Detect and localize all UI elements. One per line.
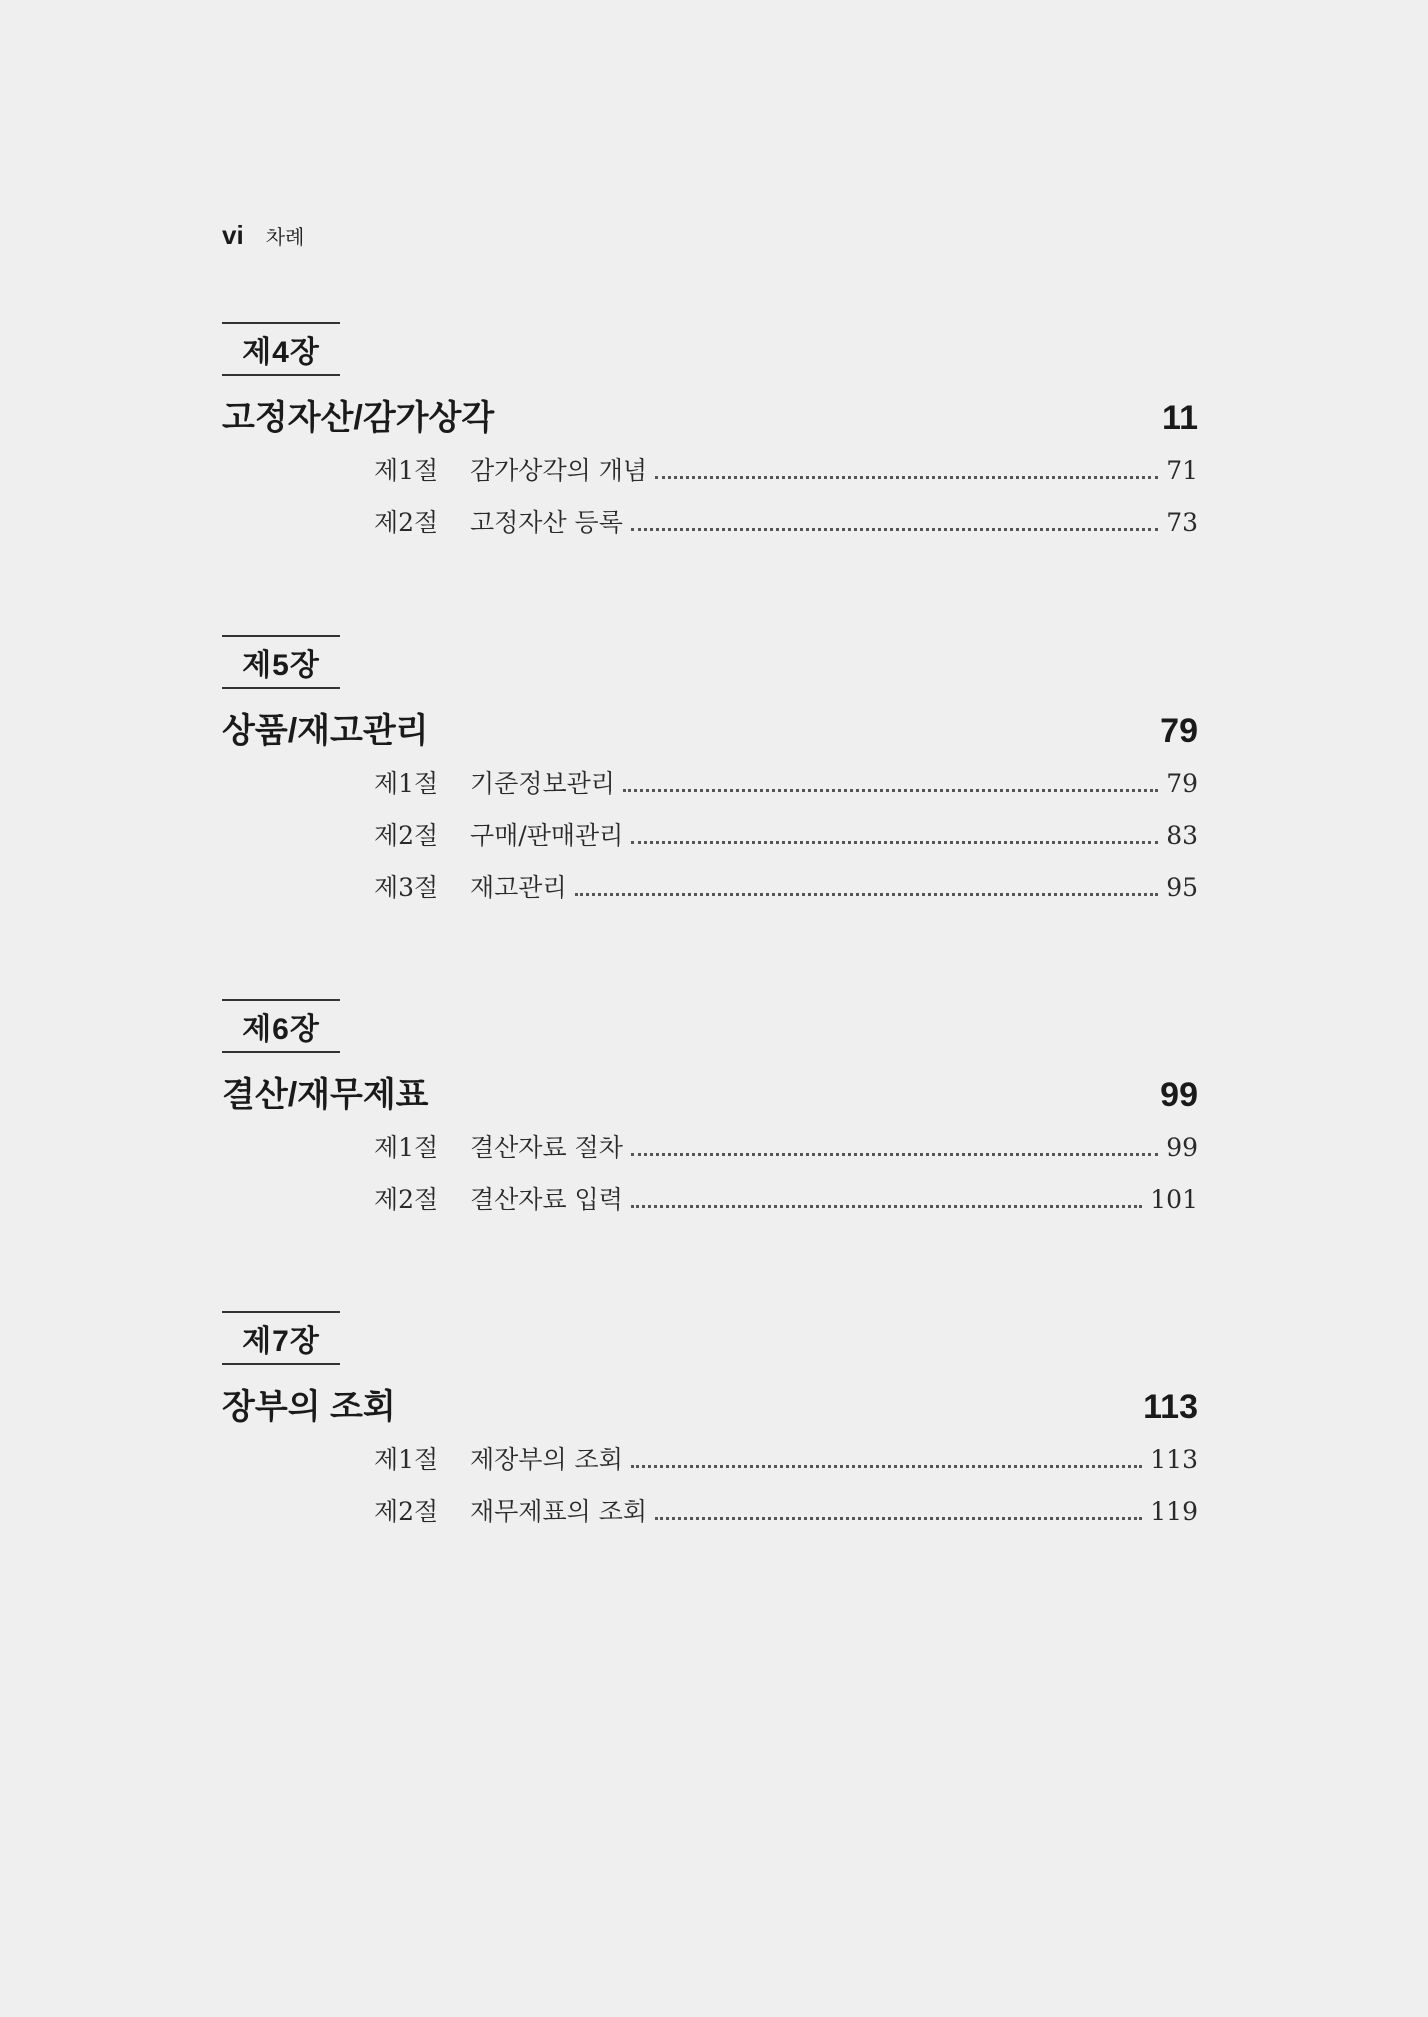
dot-leader [631,1465,1142,1468]
section-list [374,451,1198,555]
chapter-page: 79 [1160,712,1198,750]
dot-leader [655,476,1158,479]
chapter-page: 113 [1143,1388,1198,1426]
section-title: 감가상각의 개념 [470,456,647,485]
chapter-title-row[interactable] [222,1067,1198,1116]
section-title: 구매/판매관리 [470,821,624,850]
toc-entry[interactable] [374,1440,1198,1492]
section-page: 71 [1166,456,1198,485]
toc-entry[interactable] [374,1492,1198,1544]
section-title: 재무제표의 조회 [470,1497,647,1526]
chapter-title-row[interactable] [222,390,1198,439]
dot-leader [631,1205,1142,1208]
toc-entry[interactable] [374,816,1198,868]
section-page: 101 [1150,1185,1198,1214]
section-list [374,1440,1198,1544]
chapter-title-row[interactable] [222,703,1198,752]
section-list [374,764,1198,920]
toc-entry[interactable] [374,764,1198,816]
section-number: 제1절 [374,1445,439,1474]
chapter-tag: 제5장 [222,635,340,689]
section-title: 재고관리 [470,873,567,902]
chapter-tag: 제6장 [222,999,340,1053]
chapter-title: 상품/재고관리 [222,712,429,750]
section-number: 제1절 [374,769,439,798]
section-number: 제1절 [374,456,439,485]
chapter-6 [222,999,1198,1232]
section-page: 99 [1166,1133,1198,1162]
chapter-title: 장부의 조회 [222,1388,396,1426]
chapter-tag: 제7장 [222,1311,340,1365]
chapter-5 [222,635,1198,920]
section-title: 제장부의 조회 [470,1445,623,1474]
chapter-tag: 제4장 [222,322,340,376]
section-number: 제2절 [374,821,439,850]
section-page: 79 [1166,769,1198,798]
section-page: 113 [1150,1445,1198,1474]
chapter-title-row[interactable] [222,1379,1198,1428]
chapter-page: 11 [1162,399,1198,437]
chapter-title: 고정자산/감가상각 [222,399,495,437]
chapter-page: 99 [1160,1076,1198,1114]
section-number: 제1절 [374,1133,439,1162]
section-page: 95 [1166,873,1198,902]
toc-entry[interactable] [374,1180,1198,1232]
toc-entry[interactable] [374,868,1198,920]
dot-leader [631,1153,1158,1156]
toc-entry[interactable] [374,1128,1198,1180]
section-number: 제2절 [374,508,439,537]
running-head-label: 차례 [265,227,305,249]
chapter-title: 결산/재무제표 [222,1076,429,1114]
section-page: 83 [1166,821,1198,850]
section-title: 기준정보관리 [470,769,615,798]
chapter-4 [222,322,1198,555]
dot-leader [575,893,1159,896]
section-page: 119 [1150,1497,1198,1526]
toc-entry[interactable] [374,451,1198,503]
toc-entry[interactable] [374,503,1198,555]
running-head [222,220,304,251]
section-number: 제2절 [374,1497,439,1526]
dot-leader [655,1517,1142,1520]
section-title: 고정자산 등록 [470,508,623,537]
dot-leader [623,789,1158,792]
chapter-7 [222,1311,1198,1544]
section-title: 결산자료 입력 [470,1185,623,1214]
section-list [374,1128,1198,1232]
dot-leader [631,841,1158,844]
section-number: 제2절 [374,1185,439,1214]
section-page: 73 [1166,508,1198,537]
dot-leader [631,528,1158,531]
page-folio: vi [222,220,244,250]
section-title: 결산자료 절차 [470,1133,623,1162]
section-number: 제3절 [374,873,439,902]
